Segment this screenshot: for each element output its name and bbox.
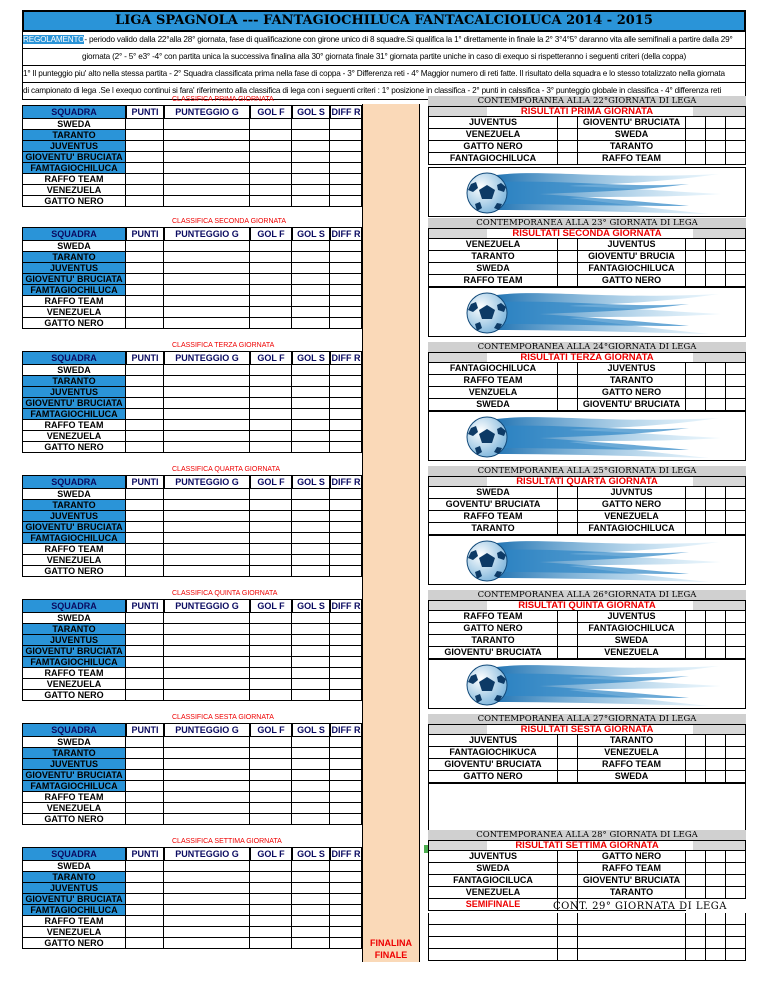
- table-row: [22, 872, 362, 883]
- match-row: [428, 523, 746, 535]
- team-name: GIOVENTU' BRUCIATA: [22, 398, 126, 409]
- away-team: TARANTO: [578, 141, 686, 153]
- header-squadra: SQUADRA: [22, 847, 126, 861]
- header-diff-reti: DIFF R: [331, 229, 361, 239]
- table-row: [22, 894, 362, 905]
- contemporanea-label: CONTEMPORANEA ALLA 27°GIORNATA DI LEGA: [428, 714, 746, 724]
- header-squadra: SQUADRA: [22, 723, 126, 737]
- table-row: [22, 376, 362, 387]
- match-row: [428, 747, 746, 759]
- home-team: GATTO NERO: [428, 141, 558, 153]
- table-row: [22, 737, 362, 748]
- header-punteggio: PUNTEGGIO G: [164, 723, 250, 737]
- match-row: [428, 275, 746, 287]
- header-gol-subiti: GOL S: [292, 227, 330, 241]
- header-punteggio: PUNTEGGIO G: [164, 599, 250, 613]
- header-punti: PUNTI: [126, 723, 164, 737]
- header-gol-fatti: GOL F: [250, 599, 292, 613]
- team-name: GIOVENTU' BRUCIATA: [22, 646, 126, 657]
- finale-label: FINALE: [374, 950, 408, 960]
- match-row: [428, 611, 746, 623]
- header-punteggio: PUNTEGGIO G: [164, 475, 250, 489]
- team-name: GATTO NERO: [22, 442, 126, 453]
- home-team: FANTAGIOCILUCA: [428, 875, 558, 887]
- standings-header: [22, 351, 362, 365]
- finalina-label: FINALINA: [370, 938, 412, 948]
- team-name: JUVENTUS: [22, 141, 126, 152]
- table-row: [22, 196, 362, 207]
- match-row: [428, 875, 746, 887]
- team-name: JUVENTUS: [22, 759, 126, 770]
- regulation-line-4: di campionato di lega .Se l exequo continui si fara' riferimento alla classifica di lega con i seguenti criteri : 1° posizione in classifica - 2° punti in calssifica - 3° punteggio globale in classifica - 4° differenza reti: [22, 83, 746, 100]
- standings-header: [22, 105, 362, 119]
- football-flame-icon: [449, 414, 729, 460]
- match-row: [428, 399, 746, 411]
- table-row: [22, 814, 362, 825]
- away-team: FANTAGIOCHILUCA: [578, 523, 686, 535]
- header-gol-fatti: GOL F: [250, 475, 292, 489]
- home-team: GATTO NERO: [428, 623, 558, 635]
- home-team: VENZUELA: [428, 387, 558, 399]
- team-name: SWEDA: [22, 365, 126, 376]
- away-team: TARANTO: [578, 375, 686, 387]
- match-row: [428, 735, 746, 747]
- team-name: FAMTAGIOCHILUCA: [22, 163, 126, 174]
- away-team: VENEZUELA: [578, 511, 686, 523]
- home-team: SWEDA: [428, 263, 558, 275]
- table-row: [22, 916, 362, 927]
- away-team: SWEDA: [578, 129, 686, 141]
- away-team: RAFFO TEAM: [578, 759, 686, 771]
- semifinale-label: SEMIFINALE: [428, 899, 558, 911]
- team-name: FAMTAGIOCHILUCA: [22, 657, 126, 668]
- ball-banner: [428, 287, 746, 337]
- header-diff-reti: DIFF R: [331, 601, 361, 611]
- regulation-line-3: 1° Il punteggio piu' alto nella stessa partita - 2° Squadra classificata prima nella fase di coppa - 3° Differenza reti - 4° Maggior numero di reti fatte. Il risultato della squadra e lo stesso totalizzato nella giornata: [22, 66, 746, 83]
- header-diff-reti: DIFF R: [331, 107, 361, 117]
- header-diff-reti: DIFF R: [331, 477, 361, 487]
- table-row: [22, 252, 362, 263]
- standings-caption: CLASSIFICA PRIMA GIORNATA: [172, 96, 274, 103]
- match-row: [428, 263, 746, 275]
- away-team: SWEDA: [578, 771, 686, 783]
- table-row: [22, 174, 362, 185]
- away-team: RAFFO TEAM: [578, 153, 686, 165]
- header-squadra: SQUADRA: [22, 227, 126, 241]
- home-team: GOVENTU' BRUCIATA: [428, 499, 558, 511]
- away-team: GATTO NERO: [578, 387, 686, 399]
- away-team: GATTO NERO: [578, 851, 686, 863]
- header-gol-fatti: GOL F: [250, 227, 292, 241]
- home-team: SWEDA: [428, 399, 558, 411]
- header-gol-fatti: GOL F: [250, 723, 292, 737]
- table-row: [22, 185, 362, 196]
- table-row: [22, 141, 362, 152]
- table-row: [22, 668, 362, 679]
- regulation-line-2: giornata (2° - 5° e3° -4° con partita unica la successiva finalina alla 30° giornata finale 31° giornata partite uniche in caso di exequo si rispetteranno i seguenti criteri (della coppa): [22, 49, 746, 66]
- match-row: [428, 771, 746, 783]
- team-name: VENEZUELA: [22, 555, 126, 566]
- team-name: GIOVENTU' BRUCIATA: [22, 152, 126, 163]
- round-title-text: RISULTATI TERZA GIORNATA: [520, 352, 654, 363]
- team-name: RAFFO TEAM: [22, 296, 126, 307]
- team-name: VENEZUELA: [22, 307, 126, 318]
- team-name: SWEDA: [22, 613, 126, 624]
- header-gol-subiti: GOL S: [292, 599, 330, 613]
- header-punti: PUNTI: [126, 847, 164, 861]
- contemporanea-label: CONTEMPORANEA ALLA 25°GIORNATA DI LEGA: [428, 466, 746, 476]
- header-gol-subiti: GOL S: [292, 351, 330, 365]
- home-team: GIOVENTU' BRUCIATA: [428, 647, 558, 659]
- table-row: [22, 938, 362, 949]
- match-row: [428, 887, 746, 899]
- team-name: VENEZUELA: [22, 679, 126, 690]
- away-team: GIOVENTU' BRUCIATA: [578, 875, 686, 887]
- table-row: [22, 387, 362, 398]
- team-name: GATTO NERO: [22, 938, 126, 949]
- table-row: [22, 861, 362, 872]
- round-title-text: RISULTATI QUARTA GIORNATA: [516, 476, 658, 487]
- table-row: [22, 296, 362, 307]
- team-name: TARANTO: [22, 130, 126, 141]
- table-row: [22, 263, 362, 274]
- header-gol-subiti: GOL S: [292, 847, 330, 861]
- standings-caption: CLASSIFICA SESTA GIORNATA: [172, 714, 274, 721]
- table-row: [22, 792, 362, 803]
- match-row: [428, 375, 746, 387]
- team-name: VENEZUELA: [22, 803, 126, 814]
- table-row: [22, 442, 362, 453]
- standings-header: [22, 599, 362, 613]
- table-row: [22, 307, 362, 318]
- table-row: [22, 409, 362, 420]
- table-row: [22, 511, 362, 522]
- match-row: [428, 363, 746, 375]
- table-row: [22, 163, 362, 174]
- score-column: [362, 104, 420, 962]
- round-title: [428, 724, 746, 735]
- standings-caption: CLASSIFICA SETTIMA GIORNATA: [172, 838, 282, 845]
- team-name: GATTO NERO: [22, 566, 126, 577]
- team-name: JUVENTUS: [22, 883, 126, 894]
- team-name: FAMTAGIOCHILUCA: [22, 905, 126, 916]
- team-name: TARANTO: [22, 624, 126, 635]
- header-squadra: SQUADRA: [22, 351, 126, 365]
- regulation-line-1: [22, 32, 746, 49]
- table-row: [22, 398, 362, 409]
- team-name: VENEZUELA: [22, 927, 126, 938]
- table-row: [22, 770, 362, 781]
- home-team: RAFFO TEAM: [428, 375, 558, 387]
- home-team: VENEZUELA: [428, 129, 558, 141]
- standings-header: [22, 475, 362, 489]
- team-name: SWEDA: [22, 241, 126, 252]
- team-name: JUVENTUS: [22, 511, 126, 522]
- match-row: [428, 129, 746, 141]
- match-row: [428, 863, 746, 875]
- team-name: FAMTAGIOCHILUCA: [22, 533, 126, 544]
- table-row: [22, 646, 362, 657]
- team-name: RAFFO TEAM: [22, 792, 126, 803]
- table-row: [22, 635, 362, 646]
- team-name: GIOVENTU' BRUCIATA: [22, 274, 126, 285]
- table-row: [22, 883, 362, 894]
- home-team: JUVENTUS: [428, 117, 558, 129]
- match-row: [428, 117, 746, 129]
- round-title-text: RISULTATI SETTIMA GIORNATA: [515, 840, 659, 851]
- header-punteggio: PUNTEGGIO G: [164, 351, 250, 365]
- contemporanea-label: CONTEMPORANEA ALLA 26°GIORNATA DI LEGA: [428, 590, 746, 600]
- home-team: VENEZUELA: [428, 239, 558, 251]
- empty-grid-bottom: [428, 913, 746, 961]
- match-row: [428, 239, 746, 251]
- home-team: TARANTO: [428, 523, 558, 535]
- away-team: JUVENTUS: [578, 239, 686, 251]
- home-team: GATTO NERO: [428, 771, 558, 783]
- cell-marker: [424, 845, 428, 853]
- standings-header: [22, 227, 362, 241]
- table-row: [22, 420, 362, 431]
- round-title-text: RISULTATI SECONDA GIORNATA: [512, 228, 662, 239]
- table-row: [22, 431, 362, 442]
- home-team: RAFFO TEAM: [428, 511, 558, 523]
- away-team: TARANTO: [578, 887, 686, 899]
- table-row: [22, 500, 362, 511]
- team-name: FAMTAGIOCHILUCA: [22, 285, 126, 296]
- table-row: [22, 679, 362, 690]
- table-row: [22, 152, 362, 163]
- header-punti: PUNTI: [126, 351, 164, 365]
- standings-header: [22, 847, 362, 861]
- match-row: [428, 623, 746, 635]
- away-team: RAFFO TEAM: [578, 863, 686, 875]
- team-name: TARANTO: [22, 748, 126, 759]
- team-name: RAFFO TEAM: [22, 544, 126, 555]
- football-flame-icon: [449, 662, 729, 708]
- table-row: [22, 318, 362, 329]
- football-flame-icon: [449, 170, 729, 216]
- header-gol-fatti: GOL F: [250, 105, 292, 119]
- round-title: [428, 476, 746, 487]
- standings-caption: CLASSIFICA QUINTA GIORNATA: [172, 590, 278, 597]
- away-team: JUVENTUS: [578, 363, 686, 375]
- away-team: TARANTO: [578, 735, 686, 747]
- away-team: GATTO NERO: [578, 499, 686, 511]
- table-row: [22, 759, 362, 770]
- table-row: [22, 905, 362, 916]
- header-gol-subiti: GOL S: [292, 105, 330, 119]
- regulation-label: REGOLAMENTO: [23, 35, 85, 44]
- table-row: [22, 285, 362, 296]
- table-row: [22, 566, 362, 577]
- header-gol-fatti: GOL F: [250, 847, 292, 861]
- contemporanea-label: CONTEMPORANEA ALLA 22°GIORNATA DI LEGA: [428, 96, 746, 106]
- ball-banner: [428, 659, 746, 709]
- round-title-text: RISULTATI SESTA GIORNATA: [520, 724, 654, 735]
- table-row: [22, 130, 362, 141]
- table-row: [22, 624, 362, 635]
- header-squadra: SQUADRA: [22, 475, 126, 489]
- header-diff-reti: DIFF R: [331, 353, 361, 363]
- team-name: GATTO NERO: [22, 318, 126, 329]
- header-punti: PUNTI: [126, 599, 164, 613]
- home-team: FANTAGIOCHIKUCA: [428, 747, 558, 759]
- standings-caption: CLASSIFICA QUARTA GIORNATA: [172, 466, 281, 473]
- team-name: SWEDA: [22, 489, 126, 500]
- header-punteggio: PUNTEGGIO G: [164, 227, 250, 241]
- away-team: FANTAGIOCHILUCA: [578, 263, 686, 275]
- team-name: JUVENTUS: [22, 635, 126, 646]
- away-team: GIOVENTU' BRUCIATA: [578, 399, 686, 411]
- round-title: [428, 106, 746, 117]
- round-title: [428, 600, 746, 611]
- table-row: [22, 613, 362, 624]
- standings-header: [22, 723, 362, 737]
- table-row: [22, 690, 362, 701]
- team-name: SWEDA: [22, 119, 126, 130]
- contemporanea-label: CONTEMPORANEA ALLA 24°GIORNATA DI LEGA: [428, 342, 746, 352]
- team-name: TARANTO: [22, 252, 126, 263]
- home-team: TARANTO: [428, 251, 558, 263]
- football-flame-icon: [449, 290, 729, 336]
- match-row: [428, 635, 746, 647]
- home-team: RAFFO TEAM: [428, 611, 558, 623]
- team-name: GIOVENTU' BRUCIATA: [22, 894, 126, 905]
- match-row: [428, 511, 746, 523]
- away-team: VENEZUELA: [578, 747, 686, 759]
- round-title: [428, 228, 746, 239]
- team-name: RAFFO TEAM: [22, 174, 126, 185]
- team-name: GATTO NERO: [22, 196, 126, 207]
- header-gol-subiti: GOL S: [292, 723, 330, 737]
- match-row: [428, 387, 746, 399]
- team-name: TARANTO: [22, 500, 126, 511]
- away-team: JUVENTUS: [578, 611, 686, 623]
- home-team: GIOVENTU' BRUCIATA: [428, 759, 558, 771]
- football-flame-icon: [449, 538, 729, 584]
- table-row: [22, 274, 362, 285]
- table-row: [22, 657, 362, 668]
- match-row: [428, 141, 746, 153]
- table-row: [22, 555, 362, 566]
- contemporanea-label: CONTEMPORANEA ALLA 23° GIORNATA DI LEGA: [428, 218, 746, 228]
- team-name: TARANTO: [22, 872, 126, 883]
- home-team: RAFFO TEAM: [428, 275, 558, 287]
- team-name: RAFFO TEAM: [22, 916, 126, 927]
- header-punti: PUNTI: [126, 105, 164, 119]
- team-name: VENEZUELA: [22, 431, 126, 442]
- away-team: SWEDA: [578, 635, 686, 647]
- team-name: SWEDA: [22, 861, 126, 872]
- header-punteggio: PUNTEGGIO G: [164, 105, 250, 119]
- match-row: [428, 153, 746, 165]
- table-row: [22, 803, 362, 814]
- table-row: [22, 241, 362, 252]
- team-name: FAMTAGIOCHILUCA: [22, 409, 126, 420]
- team-name: RAFFO TEAM: [22, 668, 126, 679]
- team-name: JUVENTUS: [22, 387, 126, 398]
- match-row: [428, 251, 746, 263]
- match-row: [428, 487, 746, 499]
- regulation-text-1: - periodo valido dalla 22°alla 28° giornata, fase di qualificazione con girone unico di 8 squadre.Si qualifica la 1° direttamente in finale la 2° 3°4°5° daranno vita alle semifinali a partire dalla 29°: [84, 35, 733, 44]
- round-title-text: RISULTATI QUINTA GIORNATA: [518, 600, 656, 611]
- header-gol-fatti: GOL F: [250, 351, 292, 365]
- team-name: GATTO NERO: [22, 690, 126, 701]
- team-name: SWEDA: [22, 737, 126, 748]
- table-row: [22, 522, 362, 533]
- round-title-text: RISULTATI PRIMA GIORNATA: [520, 106, 654, 117]
- table-row: [22, 533, 362, 544]
- header-diff-reti: DIFF R: [331, 849, 361, 859]
- match-row: [428, 647, 746, 659]
- header-squadra: SQUADRA: [22, 599, 126, 613]
- standings-caption: CLASSIFICA SECONDA GIORNATA: [172, 218, 287, 225]
- table-row: [22, 748, 362, 759]
- home-team: FANTAGIOCHILUCA: [428, 153, 558, 165]
- round-title: [428, 840, 746, 851]
- standings-caption: CLASSIFICA TERZA GIORNATA: [172, 342, 275, 349]
- match-row: [428, 851, 746, 863]
- away-team: GIOVENTU' BRUCIA: [578, 251, 686, 263]
- home-team: FANTAGIOCHILUCA: [428, 363, 558, 375]
- round-title: [428, 352, 746, 363]
- team-name: RAFFO TEAM: [22, 420, 126, 431]
- header-punti: PUNTI: [126, 227, 164, 241]
- away-team: FANTAGIOCHILUCA: [578, 623, 686, 635]
- team-name: FAMTAGIOCHILUCA: [22, 781, 126, 792]
- team-name: VENEZUELA: [22, 185, 126, 196]
- table-row: [22, 365, 362, 376]
- home-team: TARANTO: [428, 635, 558, 647]
- header-squadra: SQUADRA: [22, 105, 126, 119]
- contemporanea-label: CONTEMPORANEA ALLA 28° GIORNATA DI LEGA: [428, 830, 746, 840]
- table-row: [22, 781, 362, 792]
- header-punteggio: PUNTEGGIO G: [164, 847, 250, 861]
- page-title: LIGA SPAGNOLA --- FANTAGIOCHILUCA FANTACALCIOLUCA 2014 - 2015: [22, 10, 746, 32]
- header-diff-reti: DIFF R: [331, 725, 361, 735]
- home-team: VENEZUELA: [428, 887, 558, 899]
- match-row: [428, 499, 746, 511]
- home-team: SWEDA: [428, 863, 558, 875]
- home-team: JUVENTUS: [428, 851, 558, 863]
- away-team: GATTO NERO: [578, 275, 686, 287]
- table-row: [22, 927, 362, 938]
- away-team: GIOVENTU' BRUCIATA: [578, 117, 686, 129]
- team-name: GATTO NERO: [22, 814, 126, 825]
- ball-banner: [428, 783, 746, 833]
- match-row: [428, 759, 746, 771]
- away-team: JUVNTUS: [578, 487, 686, 499]
- team-name: TARANTO: [22, 376, 126, 387]
- header-punti: PUNTI: [126, 475, 164, 489]
- team-name: GIOVENTU' BRUCIATA: [22, 770, 126, 781]
- team-name: GIOVENTU' BRUCIATA: [22, 522, 126, 533]
- table-row: [22, 119, 362, 130]
- table-row: [22, 544, 362, 555]
- ball-banner: [428, 411, 746, 461]
- ball-banner: [428, 167, 746, 217]
- team-name: JUVENTUS: [22, 263, 126, 274]
- home-team: JUVENTUS: [428, 735, 558, 747]
- home-team: SWEDA: [428, 487, 558, 499]
- ball-banner: [428, 535, 746, 585]
- contemporanea-29: CONT. 29° GIORNATA DI LEGA: [553, 901, 727, 912]
- table-row: [22, 489, 362, 500]
- header-gol-subiti: GOL S: [292, 475, 330, 489]
- away-team: VENEZUELA: [578, 647, 686, 659]
